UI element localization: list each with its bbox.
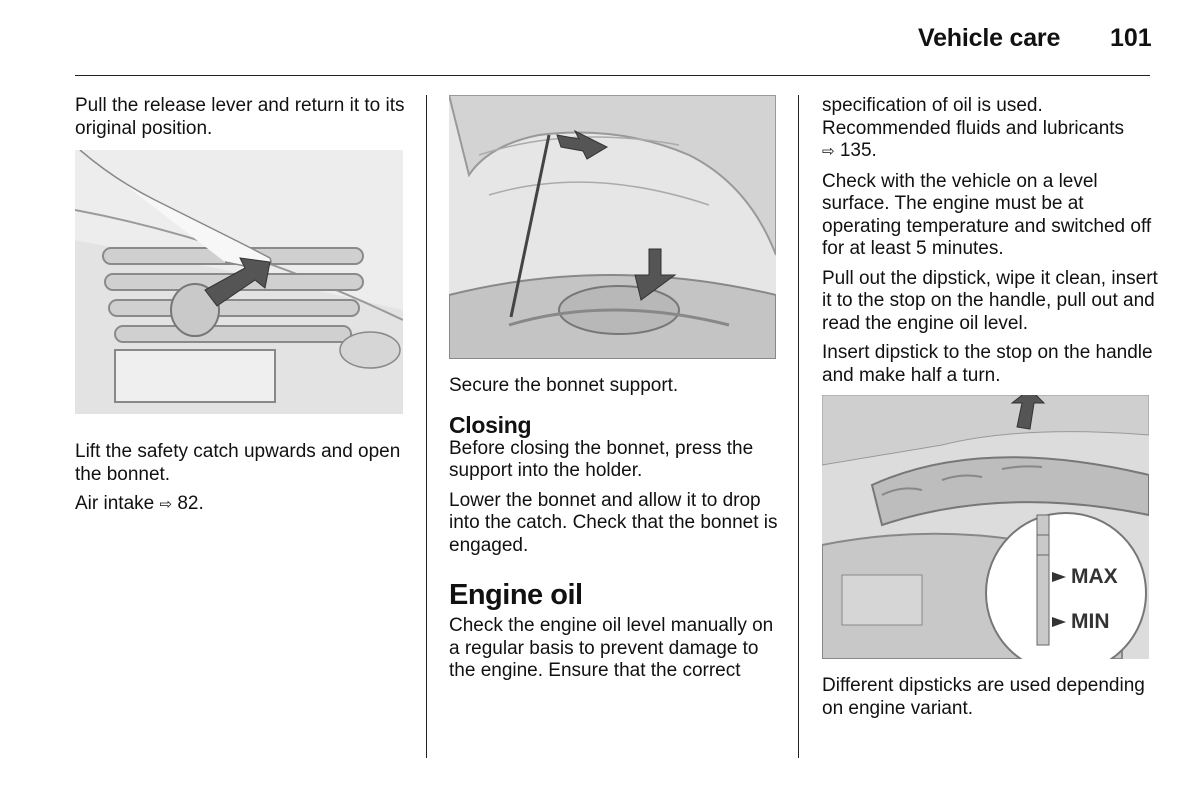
paragraph-dipstick-variants: Different dipsticks are used depending on engine variant. [822, 675, 1145, 719]
reference-arrow-icon: ⇨ [822, 143, 835, 160]
paragraph-safety-catch: Lift the safety catch upwards and open the bonnet. [75, 441, 401, 485]
column-3 [822, 95, 1162, 727]
paragraph-oil-specification [822, 95, 1162, 164]
reference-arrow-icon: ⇨ [159, 496, 173, 513]
dipstick-max-label: MAX [1071, 565, 1118, 588]
column-2 [449, 95, 789, 690]
paragraph-check-level: Check with the vehicle on a level surface. The engine must be at operating temperature and switched off for at least 5 minutes. [822, 170, 1152, 259]
fluids-page-ref[interactable]: 135. [839, 140, 877, 161]
oil-spec-text: specification of oil is used. Recommended fluids and lubricants [822, 95, 1125, 139]
dipstick-min-label: MIN [1071, 610, 1110, 633]
column-divider-1 [426, 95, 427, 758]
figure-dipstick [822, 395, 1162, 659]
column-divider-2 [798, 95, 799, 758]
caption-bonnet-support: Secure the bonnet support. [449, 375, 679, 396]
paragraph-engine-oil-1: Check the engine oil level manually on a regular basis to prevent damage to the engine. Ensure that the correct [449, 615, 774, 681]
column-1 [75, 95, 405, 524]
heading-engine-oil: Engine oil [449, 579, 583, 611]
air-intake-page-ref[interactable]: 82. [177, 493, 204, 514]
figure-bonnet-support [449, 95, 789, 359]
header-rule [75, 75, 1150, 76]
paragraph-insert-dipstick: Insert dipstick to the stop on the handle and make half a turn. [822, 342, 1153, 386]
paragraph-closing-1: Before closing the bonnet, press the support into the holder. [449, 437, 754, 481]
page-number: 101 [1110, 24, 1152, 52]
figure-bonnet-release [75, 150, 405, 414]
paragraph-air-intake [75, 493, 405, 517]
paragraph-pull-dipstick: Pull out the dipstick, wipe it clean, insert it to the stop on the handle, pull out and read the engine oil level. [822, 267, 1158, 334]
section-title: Vehicle care [918, 24, 1061, 52]
paragraph-closing-2: Lower the bonnet and allow it to drop into the catch. Check that the bonnet is engaged. [449, 489, 778, 556]
paragraph-release-lever: Pull the release lever and return it to its original position. [75, 95, 405, 139]
heading-closing: Closing [449, 411, 532, 438]
air-intake-text: Air intake [75, 493, 160, 514]
